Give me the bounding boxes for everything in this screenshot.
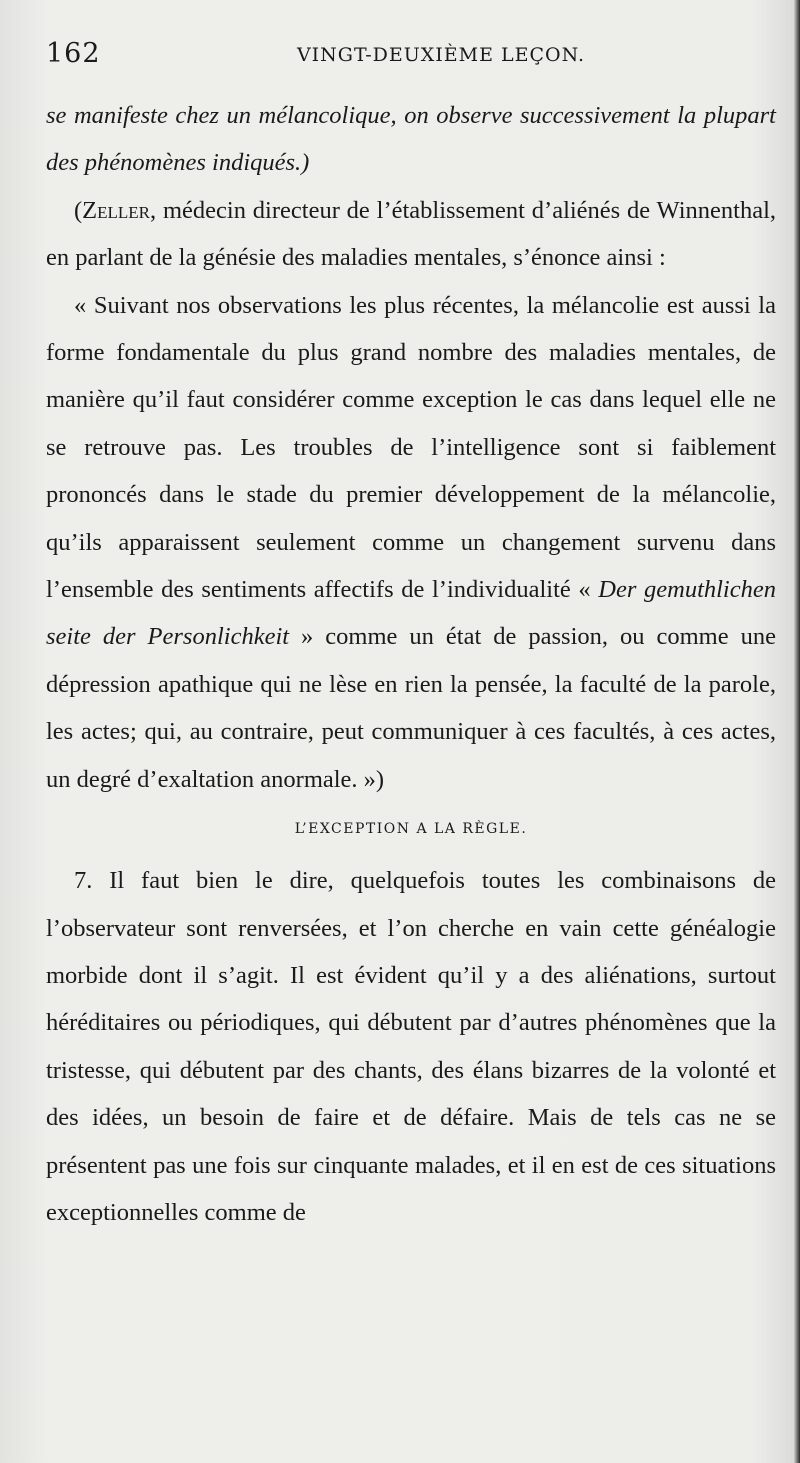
paragraph-section-7: 7. Il faut bien le dire, quelquefois toutes les combinaisons de l’observateur sont renversées, et l’on cherche en vain cette généalogie morbide dont il s’agit. Il est évident qu’il y a des aliénations, surtout héréditaires ou périodiques, qui débutent par d’autres phénomènes que la tristesse, qui débutent par des chants, des élans bizarres de la volonté et des idées, un besoin de faire et de défaire. Mais de tels cas ne se présentent pas une fois sur cinquante malades, et il en est de ces situations exceptionnelles comme de xyxy=(46,867,776,1226)
section-heading: L’EXCEPTION A LA RÈGLE. xyxy=(294,821,528,838)
paragraph-text: , médecin directeur de l’établissement d’aliénés de Winnenthal, en parlant de la génésie des maladies mentales, s’énonce ainsi : xyxy=(46,196,776,272)
paragraph-zeller-intro xyxy=(46,187,776,282)
quotation-text-start: « Suivant nos observations les plus récentes, la mélancolie est aussi la forme fondamentale du plus grand nombre des maladies mentales, de manière qu’il faut considérer comme exception le cas dans lequel elle ne se retrouve pas. Les troubles de l’intelligence sont si faiblement prononcés dans le stade du premier développement de la mélancolie, qu’ils apparaissent seulement comme un changement survenu dans l’ensemble des sentiments affectifs de l’individualité « xyxy=(46,291,776,604)
running-head: VINGT-DEUXIÈME LEÇON. xyxy=(296,44,586,66)
open-paren: ( xyxy=(74,196,83,224)
author-name: Zeller xyxy=(82,196,151,224)
page-number: 162 xyxy=(46,38,101,69)
page-edge-shadow xyxy=(794,0,800,1463)
paragraph-quotation xyxy=(46,282,776,803)
paragraph-continuation: se manifeste chez un mélancolique, on observe successivement la plupart des phénomènes indiqués.) xyxy=(46,102,776,177)
quotation-text-end: » comme un état de passion, ou comme une dépression apathique qui ne lèse en rien la pensée, la faculté de la parole, les actes; qui, au contraire, peut communiquer à ces facultés, à ces actes, un degré d’exaltation anormale. ») xyxy=(46,623,776,793)
page-header xyxy=(46,38,776,82)
page-body xyxy=(46,92,776,1236)
german-phrase: Der gemuthlichen seite der Personlichkeit xyxy=(46,576,776,651)
